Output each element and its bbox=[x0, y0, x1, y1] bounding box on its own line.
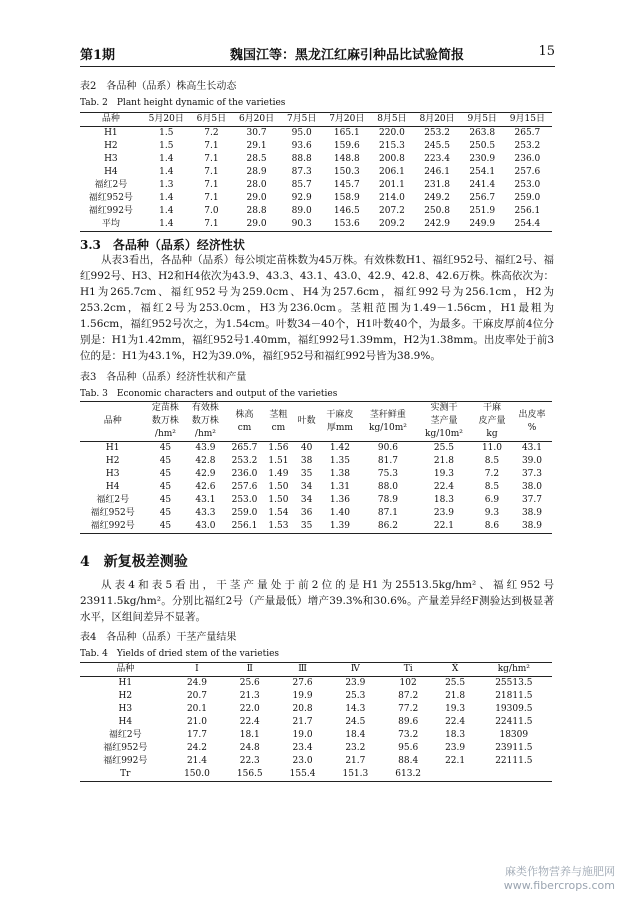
t2-col-header: 5月20日 bbox=[142, 113, 191, 127]
t2-row bbox=[80, 205, 552, 218]
t4-cell: 613.2 bbox=[382, 768, 435, 782]
t2-cell: 29.0 bbox=[232, 218, 281, 232]
t3-cell: 福红992号 bbox=[80, 520, 145, 534]
t3-cell: 256.1 bbox=[225, 520, 263, 534]
t2-cell: 249.9 bbox=[462, 218, 503, 232]
t4-cell: 23.4 bbox=[292, 743, 313, 753]
table2-caption-cn: 表2 各品种（品系）株高生长动态 bbox=[80, 81, 237, 92]
t4-cell: 福红992号 bbox=[103, 756, 148, 766]
t4-row bbox=[80, 716, 552, 729]
table4-caption-cn: 表4 各品种（品系）干茎产量结果 bbox=[80, 632, 237, 643]
t2-cell: 245.5 bbox=[424, 141, 450, 151]
t2-cell: 259.0 bbox=[514, 193, 541, 203]
t3-cell: 23.9 bbox=[433, 508, 454, 518]
t2-col-header: 8月20日 bbox=[413, 113, 462, 127]
t2-cell: 89.0 bbox=[291, 206, 312, 216]
t3-cell: 38.9 bbox=[521, 508, 542, 518]
t4-cell: 27.6 bbox=[292, 678, 313, 688]
running-header bbox=[80, 44, 555, 66]
t3-cell: 36 bbox=[300, 508, 313, 518]
t4-row bbox=[80, 703, 552, 716]
t2-cell: 253.2 bbox=[424, 128, 450, 138]
t3-head-effective: 有效株 数万株 /hm² bbox=[185, 402, 225, 442]
t4-cell: 14.3 bbox=[345, 704, 366, 714]
t4-cell: Tr bbox=[80, 768, 171, 782]
t4-cell: 18.3 bbox=[445, 730, 466, 740]
page-number: 15 bbox=[538, 44, 555, 59]
t3-cell: 9.3 bbox=[484, 508, 500, 518]
section-4-paragraph: 从表4和表5看出，干茎产量处于前2位的是H1为25513.5kg/hm²、福红952号23911.5kg/hm²。分别比福红2号（产量最低）增产39.3%和30.6%。产量差异经F测验达到极显著水平，区组间差异不显著。 bbox=[80, 579, 554, 623]
t2-cell: 平均 bbox=[80, 218, 142, 232]
t2-cell: 28.0 bbox=[246, 180, 267, 190]
t4-cell: 25.6 bbox=[239, 678, 260, 688]
t3-cell: 45 bbox=[159, 469, 172, 479]
t3-cell: 35 bbox=[300, 469, 313, 479]
t2-cell: 93.6 bbox=[291, 141, 312, 151]
t3-head-height: 株高 cm bbox=[225, 402, 263, 442]
t2-cell: 90.3 bbox=[281, 218, 322, 232]
t2-cell: 215.3 bbox=[379, 141, 405, 151]
t2-cell: 7.2 bbox=[204, 128, 219, 138]
t3-row bbox=[80, 507, 552, 520]
t2-cell: 214.0 bbox=[379, 193, 405, 203]
t4-cell: 24.5 bbox=[345, 717, 366, 727]
t3-cell: 1.40 bbox=[329, 508, 350, 518]
t3-cell: 18.3 bbox=[433, 495, 454, 505]
t4-row bbox=[80, 768, 552, 782]
t2-cell: 28.8 bbox=[246, 206, 267, 216]
t3-cell: 7.2 bbox=[484, 469, 500, 479]
running-title: 魏国江等：黑龙江红麻引种品比试验简报 bbox=[230, 48, 465, 63]
t2-cell: H1 bbox=[104, 128, 118, 138]
t3-cell: 253.0 bbox=[231, 495, 258, 505]
t4-col-header: 品种 bbox=[80, 663, 171, 677]
t2-cell: 87.3 bbox=[291, 167, 312, 177]
t2-cell: 254.1 bbox=[469, 167, 496, 177]
table3-caption-en: Tab. 3 Economic characters and output of the varieties bbox=[80, 389, 338, 399]
t4-cell: 21.8 bbox=[445, 691, 466, 701]
t2-cell: 88.8 bbox=[291, 154, 312, 164]
t2-cell: 145.7 bbox=[333, 180, 360, 190]
t4-cell: 87.2 bbox=[398, 691, 419, 701]
t3-cell: 43.3 bbox=[195, 508, 216, 518]
t2-cell: 231.8 bbox=[424, 180, 450, 190]
t4-col-header: kg/hm² bbox=[476, 663, 552, 677]
t4-cell: 25.3 bbox=[345, 691, 366, 701]
t2-cell: 146.5 bbox=[333, 206, 360, 216]
t2-col-header: 6月5日 bbox=[191, 113, 232, 127]
t4-cell: 23.0 bbox=[292, 756, 313, 766]
t3-cell: 38.9 bbox=[512, 520, 552, 534]
t4-cell: 23.9 bbox=[445, 743, 466, 753]
t3-cell: 42.8 bbox=[195, 456, 216, 466]
t4-cell: 18.4 bbox=[345, 730, 366, 740]
t4-cell: 17.7 bbox=[186, 730, 207, 740]
t2-cell: 85.7 bbox=[291, 180, 312, 190]
t3-cell: 45 bbox=[159, 495, 172, 505]
t4-cell: 102 bbox=[399, 678, 417, 688]
table2-caption-en: Tab. 2 Plant height dynamic of the varieties bbox=[80, 98, 286, 108]
t4-cell: 21.7 bbox=[292, 717, 313, 727]
t3-cell: 8.5 bbox=[484, 482, 500, 492]
t3-cell: 1.51 bbox=[268, 456, 289, 466]
t4-row bbox=[80, 677, 552, 691]
t3-cell: 43.1 bbox=[521, 443, 542, 453]
t4-cell: 88.4 bbox=[398, 756, 419, 766]
section-3-3-heading: 3.3 各品种（品系）经济性状 bbox=[80, 238, 245, 252]
t2-cell: 236.0 bbox=[514, 154, 541, 164]
t3-cell: 37.7 bbox=[521, 495, 542, 505]
site-watermark bbox=[504, 865, 615, 893]
t4-cell: 21.0 bbox=[186, 717, 207, 727]
t2-col-header: 6月20日 bbox=[232, 113, 281, 127]
t3-cell: 22.1 bbox=[416, 520, 472, 534]
t3-cell: 45 bbox=[159, 482, 172, 492]
t3-row bbox=[80, 481, 552, 494]
t2-cell: 200.8 bbox=[379, 154, 405, 164]
t2-cell: 95.0 bbox=[291, 128, 312, 138]
t2-cell: 207.2 bbox=[379, 206, 405, 216]
t3-cell: 1.35 bbox=[329, 456, 350, 466]
t3-cell: 1.42 bbox=[329, 443, 350, 453]
t2-cell: 7.1 bbox=[204, 154, 219, 164]
t3-cell: 39.0 bbox=[521, 456, 542, 466]
t3-cell: 86.2 bbox=[360, 520, 416, 534]
t3-cell: 45 bbox=[159, 443, 172, 453]
t2-cell: 253.2 bbox=[514, 141, 541, 151]
t2-cell: 206.1 bbox=[379, 167, 405, 177]
t4-cell: 22111.5 bbox=[495, 756, 533, 766]
t2-cell: 福红2号 bbox=[94, 180, 128, 190]
t3-cell: 78.9 bbox=[377, 495, 398, 505]
t2-cell: 7.1 bbox=[204, 180, 219, 190]
t3-cell: 87.1 bbox=[377, 508, 398, 518]
t2-col-header: 7月20日 bbox=[322, 113, 371, 127]
t4-cell: 25.5 bbox=[445, 678, 466, 688]
t3-head-fresh: 茎秆鲜重 kg/10m² bbox=[360, 402, 416, 442]
t3-cell: 38 bbox=[300, 456, 313, 466]
t3-cell: H3 bbox=[105, 469, 120, 479]
t3-cell: 1.36 bbox=[329, 495, 350, 505]
t3-cell: 236.0 bbox=[231, 469, 258, 479]
t3-cell: 257.6 bbox=[231, 482, 258, 492]
t3-cell: 38.0 bbox=[521, 482, 542, 492]
t2-cell: 1.5 bbox=[159, 128, 174, 138]
issue-number: 第1期 bbox=[80, 48, 116, 63]
t2-cell: 28.9 bbox=[246, 167, 267, 177]
t3-cell: 1.38 bbox=[329, 469, 350, 479]
t3-cell: 43.9 bbox=[195, 443, 216, 453]
t4-cell: 77.2 bbox=[398, 704, 419, 714]
t3-cell: 42.9 bbox=[195, 469, 216, 479]
t4-cell: 156.5 bbox=[223, 768, 276, 782]
t2-row bbox=[80, 218, 552, 232]
t4-cell: H1 bbox=[118, 678, 133, 688]
t2-col-header: 7月5日 bbox=[281, 113, 322, 127]
t2-cell: 1.4 bbox=[159, 193, 174, 203]
t3-cell: 1.50 bbox=[268, 495, 289, 505]
t4-cell: 19.0 bbox=[292, 730, 313, 740]
section-4-heading: 4 新复极差测验 bbox=[80, 554, 188, 570]
t3-cell: 45 bbox=[159, 508, 172, 518]
t4-cell: 89.6 bbox=[398, 717, 419, 727]
t2-cell: 250.8 bbox=[424, 206, 450, 216]
t2-cell: 7.1 bbox=[204, 193, 219, 203]
t2-row bbox=[80, 166, 552, 179]
t3-cell: 1.39 bbox=[320, 520, 360, 534]
t2-cell: 250.5 bbox=[469, 141, 496, 151]
t2-row bbox=[80, 179, 552, 192]
t3-head-variety: 品种 bbox=[80, 402, 145, 442]
t2-cell: 201.1 bbox=[379, 180, 405, 190]
t3-head-rate: 出皮率 % bbox=[512, 402, 552, 442]
t4-col-header: Ⅰ bbox=[171, 663, 224, 677]
t3-head-leaves: 叶数 bbox=[293, 402, 320, 442]
t3-cell: 259.0 bbox=[231, 508, 258, 518]
t2-cell: 165.1 bbox=[333, 128, 360, 138]
t2-cell: 7.0 bbox=[204, 206, 219, 216]
t2-cell: 7.1 bbox=[204, 141, 219, 151]
t3-cell: 福红2号 bbox=[96, 495, 130, 505]
t4-cell: 19.9 bbox=[292, 691, 313, 701]
t4-cell: 22.3 bbox=[239, 756, 260, 766]
t2-cell: H3 bbox=[104, 154, 118, 164]
t4-cell: 95.6 bbox=[398, 743, 419, 753]
t3-cell: 25.5 bbox=[433, 443, 454, 453]
t4-cell: 22.0 bbox=[239, 704, 260, 714]
t4-cell: 20.7 bbox=[186, 691, 207, 701]
t3-cell: H2 bbox=[105, 456, 120, 466]
t4-row bbox=[80, 742, 552, 755]
t3-row bbox=[80, 442, 552, 456]
t3-cell: 81.7 bbox=[377, 456, 398, 466]
t2-cell: 1.4 bbox=[159, 154, 174, 164]
t4-cell: H2 bbox=[118, 691, 133, 701]
t4-col-header: Ⅳ bbox=[329, 663, 382, 677]
t3-cell: 265.7 bbox=[231, 443, 258, 453]
t2-cell: H2 bbox=[104, 141, 118, 151]
t3-cell: 88.0 bbox=[377, 482, 398, 492]
t4-col-header: Ⅲ bbox=[276, 663, 329, 677]
t2-cell: 254.4 bbox=[503, 218, 552, 232]
t4-cell: H4 bbox=[118, 717, 133, 727]
t4-cell: 福红2号 bbox=[108, 730, 142, 740]
t2-cell: 7.1 bbox=[191, 218, 232, 232]
t2-cell: 1.4 bbox=[159, 167, 174, 177]
t3-row bbox=[80, 468, 552, 481]
t4-cell: 21.3 bbox=[239, 691, 260, 701]
t4-col-header: X̄ bbox=[435, 663, 476, 677]
table4 bbox=[80, 662, 552, 782]
t2-col-header: 8月5日 bbox=[371, 113, 412, 127]
table2 bbox=[80, 112, 552, 232]
t2-cell: 223.4 bbox=[424, 154, 450, 164]
t3-cell: 1.53 bbox=[264, 520, 294, 534]
t3-cell: 1.56 bbox=[268, 443, 289, 453]
t2-cell: 257.6 bbox=[514, 167, 541, 177]
t4-cell: 20.8 bbox=[292, 704, 313, 714]
t2-cell: 153.6 bbox=[322, 218, 371, 232]
t3-cell: 1.49 bbox=[268, 469, 289, 479]
t4-cell: 23.9 bbox=[345, 678, 366, 688]
t3-cell: 8.6 bbox=[472, 520, 512, 534]
t4-cell: 19.3 bbox=[445, 704, 466, 714]
t3-cell: 21.8 bbox=[433, 456, 454, 466]
t3-cell: 253.2 bbox=[231, 456, 258, 466]
t4-cell: 22.4 bbox=[239, 717, 260, 727]
t4-cell: 24.8 bbox=[239, 743, 260, 753]
t4-row bbox=[80, 755, 552, 768]
t2-cell: 251.9 bbox=[469, 206, 496, 216]
t2-cell: 29.1 bbox=[246, 141, 267, 151]
t4-cell: 23.2 bbox=[345, 743, 366, 753]
t3-cell: 22.4 bbox=[433, 482, 454, 492]
t3-cell: 43.0 bbox=[185, 520, 225, 534]
t3-cell: 34 bbox=[300, 495, 313, 505]
t4-cell: 155.4 bbox=[276, 768, 329, 782]
t2-cell: 158.9 bbox=[333, 193, 360, 203]
t2-cell: 241.4 bbox=[469, 180, 496, 190]
t2-cell: 263.8 bbox=[469, 128, 496, 138]
t4-row bbox=[80, 690, 552, 703]
t3-cell: 35 bbox=[293, 520, 320, 534]
t4-cell: 20.1 bbox=[186, 704, 207, 714]
t4-cell: 21811.5 bbox=[495, 691, 533, 701]
t4-row bbox=[80, 729, 552, 742]
t4-cell: 73.2 bbox=[398, 730, 419, 740]
t2-col-header: 9月5日 bbox=[462, 113, 503, 127]
t3-row bbox=[80, 520, 552, 534]
t2-cell: 265.7 bbox=[514, 128, 541, 138]
t2-cell: 福红952号 bbox=[88, 193, 133, 203]
t3-head-dry-bark: 干麻 皮产量 kg bbox=[472, 402, 512, 442]
t3-cell: 43.1 bbox=[195, 495, 216, 505]
t2-cell: 29.0 bbox=[246, 193, 267, 203]
t2-cell: 209.2 bbox=[371, 218, 412, 232]
t3-cell: 19.3 bbox=[433, 469, 454, 479]
watermark-line1: 麻类作物营养与施肥网 bbox=[505, 865, 615, 878]
t3-row bbox=[80, 455, 552, 468]
t4-col-header: Ⅱ bbox=[223, 663, 276, 677]
t2-row bbox=[80, 127, 552, 141]
t4-cell: 22.1 bbox=[445, 756, 466, 766]
t3-cell: 45 bbox=[159, 456, 172, 466]
t3-cell: 1.50 bbox=[268, 482, 289, 492]
t2-cell: 253.0 bbox=[514, 180, 541, 190]
t2-cell: 福红992号 bbox=[88, 206, 133, 216]
t2-col-header: 品种 bbox=[80, 113, 142, 127]
t2-cell: 148.8 bbox=[333, 154, 360, 164]
t2-cell: 249.2 bbox=[424, 193, 450, 203]
t4-cell: 23911.5 bbox=[495, 743, 533, 753]
table3 bbox=[80, 401, 552, 534]
t2-cell: 30.7 bbox=[246, 128, 267, 138]
t4-col-header: Ti bbox=[382, 663, 435, 677]
t2-cell: 1.4 bbox=[142, 218, 191, 232]
t3-cell: 福红952号 bbox=[90, 508, 135, 518]
t3-head-stem: 茎粗 cm bbox=[264, 402, 294, 442]
header-rule bbox=[80, 66, 555, 67]
t2-row bbox=[80, 153, 552, 166]
t2-cell: 1.4 bbox=[159, 206, 174, 216]
t2-cell: 256.7 bbox=[469, 193, 496, 203]
t4-cell: 22411.5 bbox=[495, 717, 533, 727]
t3-head-seedlings: 定苗株 数万株 /hm² bbox=[145, 402, 185, 442]
t2-cell: 1.3 bbox=[159, 180, 174, 190]
t2-cell: H4 bbox=[104, 167, 118, 177]
t3-cell: 42.6 bbox=[195, 482, 216, 492]
t4-cell: 22.4 bbox=[445, 717, 466, 727]
t4-cell: 24.9 bbox=[186, 678, 207, 688]
t3-row bbox=[80, 494, 552, 507]
t3-cell: 40 bbox=[300, 443, 313, 453]
t3-head-bark: 干麻皮 厚mm bbox=[320, 402, 360, 442]
t4-cell: 21.7 bbox=[345, 756, 366, 766]
t3-cell: 45 bbox=[145, 520, 185, 534]
t4-cell: 25513.5 bbox=[495, 678, 533, 688]
t3-cell: 90.6 bbox=[377, 443, 398, 453]
t4-cell bbox=[476, 768, 552, 782]
t2-cell: 159.6 bbox=[333, 141, 360, 151]
t2-cell: 7.1 bbox=[204, 167, 219, 177]
t4-cell: H3 bbox=[118, 704, 133, 714]
section-3-3-paragraph: 从表3看出，各品种（品系）每公顷定苗株数为45万株。有效株数H1、福红952号、福红2号、福红992号、H3、H2和H4依次为43.9、43.3、43.1、43.0、42.9、42.8、42.6万株。株高依次为：H1为265.7cm、福红952号为259.0cm、H4为257.6cm，福红992号为256.1cm，H2为253.2cm，福红2号为253.0cm，H3为236.0cm。茎粗范围为1.49－1.56cm，H1最粗为1.56cm，福红952号次之，为1.54cm。叶数34－40个，H1叶数40个，为最多。干麻皮厚前4位分别是：H1为1.42mm，福红952号1.40mm，福红992号1.39mm，H2为1.38mm。出皮率处于前3位的是：H1为43.1%，H2为39.0%，福红952号和福红992号皆为38.9%。 bbox=[80, 254, 554, 362]
t2-cell: 246.1 bbox=[424, 167, 450, 177]
t3-cell: 75.3 bbox=[377, 469, 398, 479]
t2-cell: 220.0 bbox=[379, 128, 405, 138]
t3-cell: 34 bbox=[300, 482, 313, 492]
t2-col-header: 9月15日 bbox=[503, 113, 552, 127]
t4-cell bbox=[435, 768, 476, 782]
t2-cell: 230.9 bbox=[469, 154, 496, 164]
t2-cell: 242.9 bbox=[413, 218, 462, 232]
t2-cell: 92.9 bbox=[291, 193, 312, 203]
table3-caption-cn: 表3 各品种（品系）经济性状和产量 bbox=[80, 372, 247, 383]
t2-cell: 150.3 bbox=[333, 167, 360, 177]
t4-cell: 18.1 bbox=[239, 730, 260, 740]
t4-cell: 19309.5 bbox=[495, 704, 533, 714]
table4-caption-en: Tab. 4 Yields of dried stem of the varieties bbox=[80, 649, 280, 659]
t4-cell: 18309 bbox=[499, 730, 529, 740]
t3-cell: 11.0 bbox=[481, 443, 502, 453]
t4-cell: 24.2 bbox=[186, 743, 207, 753]
t3-cell: 1.54 bbox=[268, 508, 289, 518]
watermark-line2: www.fibercrops.com bbox=[503, 879, 615, 892]
t2-row bbox=[80, 140, 552, 153]
t3-cell: H4 bbox=[105, 482, 120, 492]
t4-cell: 福红952号 bbox=[103, 743, 148, 753]
t3-cell: 6.9 bbox=[484, 495, 500, 505]
t3-cell: 1.31 bbox=[329, 482, 350, 492]
t3-cell: 8.5 bbox=[484, 456, 500, 466]
t4-cell: 150.0 bbox=[171, 768, 224, 782]
t3-cell: 37.3 bbox=[521, 469, 542, 479]
t3-cell: H1 bbox=[105, 443, 120, 453]
t3-head-dry-stem: 实测干 茎产量 kg/10m² bbox=[416, 402, 472, 442]
t2-cell: 1.5 bbox=[159, 141, 174, 151]
t4-cell: 21.4 bbox=[186, 756, 207, 766]
t2-row bbox=[80, 192, 552, 205]
t2-cell: 256.1 bbox=[514, 206, 541, 216]
t4-cell: 151.3 bbox=[329, 768, 382, 782]
t2-cell: 28.5 bbox=[246, 154, 267, 164]
